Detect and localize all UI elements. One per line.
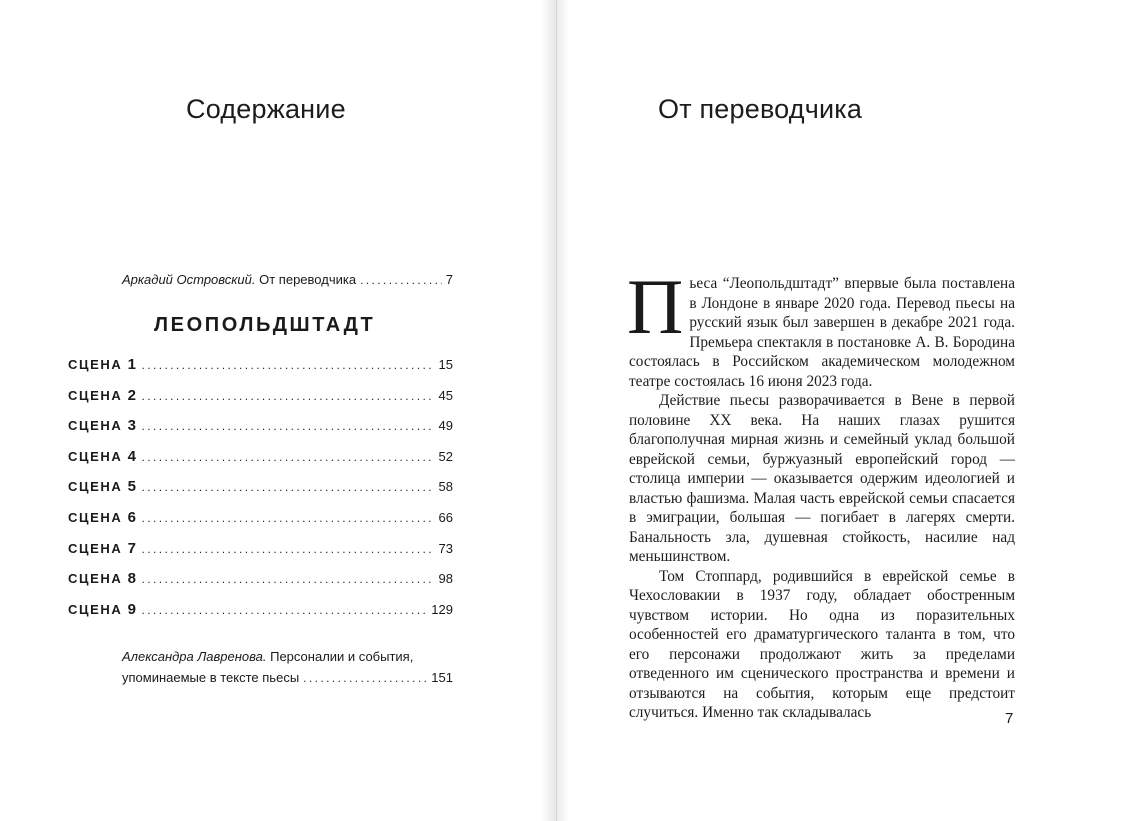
scene-page: 129	[431, 601, 453, 617]
paragraph: Пьеса “Леопольдштадт” впервые была поставлена в Лондоне в январе 2020 года. Перевод пьесы на русский язык был завершен в декабре 2021 года. Премьера спектакля в постановке А. В. Бородина состоялась в Российском академическом молодежном театре состоялась 16 июня 2023 года.	[627, 263, 1015, 390]
dot-leader	[142, 419, 435, 433]
scene-label: СЦЕНА 6	[68, 508, 138, 526]
scene-label: СЦЕНА 3	[68, 417, 138, 435]
play-title: ЛЕОПОЛЬДШТАДТ	[154, 314, 376, 336]
left-page	[0, 0, 557, 821]
toc-scene-row[interactable]	[68, 387, 453, 418]
toc-scene-row[interactable]	[68, 478, 453, 509]
dot-leader	[142, 603, 428, 617]
scene-list	[68, 356, 453, 631]
foreword-title: От переводчика	[658, 94, 863, 124]
toc-entry-translator-note[interactable]	[122, 272, 453, 287]
gutter-shadow	[541, 0, 557, 821]
toc-scene-row[interactable]	[68, 570, 453, 601]
scene-label: СЦЕНА 5	[68, 478, 138, 496]
dot-leader	[303, 668, 427, 689]
scene-label: СЦЕНА 7	[68, 539, 138, 557]
right-page	[557, 0, 1121, 821]
scene-page: 73	[438, 540, 453, 556]
toc-scene-row[interactable]	[68, 417, 453, 448]
page-number: 7	[1005, 710, 1014, 727]
dot-leader	[142, 511, 435, 525]
scene-page: 66	[438, 509, 453, 525]
scene-page: 49	[438, 418, 453, 434]
dot-leader	[142, 358, 435, 372]
toc-scene-row[interactable]	[68, 601, 453, 632]
contents-title: Содержание	[186, 94, 346, 124]
scene-label: СЦЕНА 9	[68, 600, 138, 618]
toc-entry-page: 151	[431, 670, 453, 685]
scene-page: 52	[438, 448, 453, 464]
scene-page: 98	[438, 571, 453, 587]
dot-leader	[142, 542, 435, 556]
toc-scene-row[interactable]	[68, 448, 453, 479]
scene-page: 15	[438, 357, 453, 372]
toc-entry-title: От переводчика	[259, 272, 357, 287]
toc-scene-row[interactable]	[68, 540, 453, 571]
appendix-line1	[122, 646, 453, 667]
gutter-shadow	[557, 0, 569, 821]
scene-label: СЦЕНА 1	[68, 356, 138, 373]
dot-leader	[360, 273, 442, 287]
dot-leader	[142, 480, 435, 494]
scene-label: СЦЕНА 8	[68, 570, 138, 588]
dot-leader	[142, 450, 435, 464]
paragraph: Действие пьесы разворачивается в Вене в первой половине XX века. На наших глазах рушится благополучная мирная жизнь и семейный уклад большой еврейской семьи, буржуазный европейский город — столица империи — оказывается одержим идеологией и властью фашизма. Малая часть еврейской семьи спасается в эмиграции, большая — погибает в лагерях смерти. Банальность зла, душевная стойкость, насилие над меньшинством.	[629, 392, 1015, 565]
paragraph: Том Стоппард, родившийся в еврейской семье в Чехословакии в 1937 году, обладает обостренным чувством истории. Но одна из поразительных особенностей его драматургического таланта в том, что его персонажи продолжают жить за пределами отведенного им сценического пространства и времени и отзываются на события, которым еще предстоит случиться. Именно так складывалась	[629, 567, 1015, 721]
scene-page: 45	[438, 387, 453, 403]
toc-scene-row[interactable]	[68, 356, 453, 387]
toc-entry-appendix[interactable]	[122, 646, 453, 689]
toc-entry-title: Персоналии и события,	[270, 649, 414, 664]
scene-page: 58	[438, 479, 453, 495]
scene-label: СЦЕНА 4	[68, 447, 138, 465]
toc-scene-row[interactable]	[68, 509, 453, 540]
toc-entry-page: 7	[445, 272, 453, 287]
toc-entry-author: Аркадий Островский.	[122, 272, 256, 287]
toc-entry-title-cont: упоминаемые в тексте пьесы	[122, 670, 300, 685]
foreword-body	[627, 263, 1015, 723]
scene-label: СЦЕНА 2	[68, 386, 138, 404]
dot-leader	[142, 572, 435, 586]
appendix-line2	[122, 667, 453, 689]
drop-cap: П	[627, 263, 684, 350]
toc-entry-author: Александра Лавренова.	[122, 649, 267, 664]
dot-leader	[142, 389, 435, 403]
